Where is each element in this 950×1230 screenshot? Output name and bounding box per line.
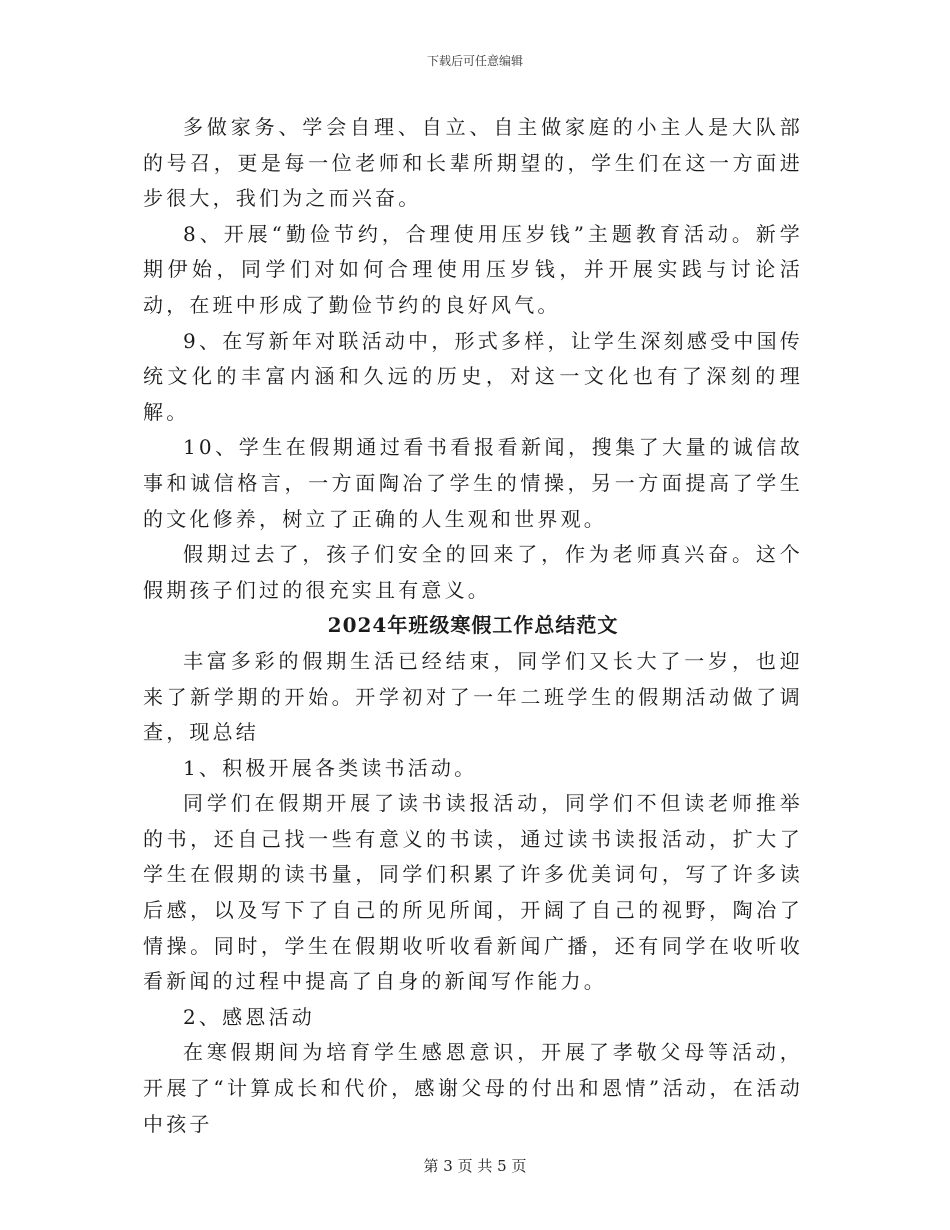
document-body xyxy=(143,110,803,1142)
section-title: 2024年班级寒假工作总结范文 xyxy=(327,613,619,638)
paragraph-household-chores: 多做家务、学会自理、自立、自主做家庭的小主人是大队部的号召，更是每一位老师和长辈所期望的，学生们在这一方面进步很大，我们为之而兴奋。 xyxy=(143,115,803,211)
header-note: 下载后可任意编辑 xyxy=(426,54,523,68)
paragraph-item-8: 8、开展“勤俭节约，合理使用压岁钱”主题教育活动。新学期伊始，同学们对如何合理使用压岁钱，并开展实践与讨论活动，在班中形成了勤俭节约的良好风气。 xyxy=(143,221,803,317)
paragraph-item-10: 10、学生在假期通过看书看报看新闻，搜集了大量的诚信故事和诚信格言，一方面陶冶了学生的情操，另一方面提高了学生的文化修养，树立了正确的人生观和世界观。 xyxy=(143,435,803,531)
paragraph-heading-reading: 1、积极开展各类读书活动。 xyxy=(183,755,478,780)
paragraph-item-9: 9、在写新年对联活动中，形式多样，让学生深刻感受中国传统文化的丰富内涵和久远的历史，对这一文化也有了深刻的理解。 xyxy=(143,328,803,424)
paragraph-heading-gratitude: 2、感恩活动 xyxy=(183,1004,315,1029)
paragraph-reading-activities: 同学们在假期开展了读书读报活动，同学们不但读老师推举的书，还自己找一些有意义的书读，通过读书读报活动，扩大了学生在假期的读书量，同学们积累了许多优美词句，写了许多读后感，以及写下了自己的所见所闻，开阔了自己的视野，陶冶了情操。同时，学生在假期收听收看新闻广播，还有同学在收听收看新闻的过程中提高了自身的新闻写作能力。 xyxy=(143,791,803,994)
paragraph-intro: 丰富多彩的假期生活已经结束，同学们又长大了一岁，也迎来了新学期的开始。开学初对了一年二班学生的假期活动做了调查，现总结 xyxy=(143,648,803,745)
paragraph-holiday-end: 假期过去了，孩子们安全的回来了，作为老师真兴奋。这个假期孩子们过的很充实且有意义。 xyxy=(143,542,803,602)
paragraph-gratitude-activities: 在寒假期间为培育学生感恩意识，开展了孝敬父母等活动，开展了“计算成长和代价，感谢父母的付出和恩情”活动，在活动中孩子 xyxy=(143,1040,803,1136)
page-number: 第 3 页 共 5 页 xyxy=(423,1157,527,1175)
